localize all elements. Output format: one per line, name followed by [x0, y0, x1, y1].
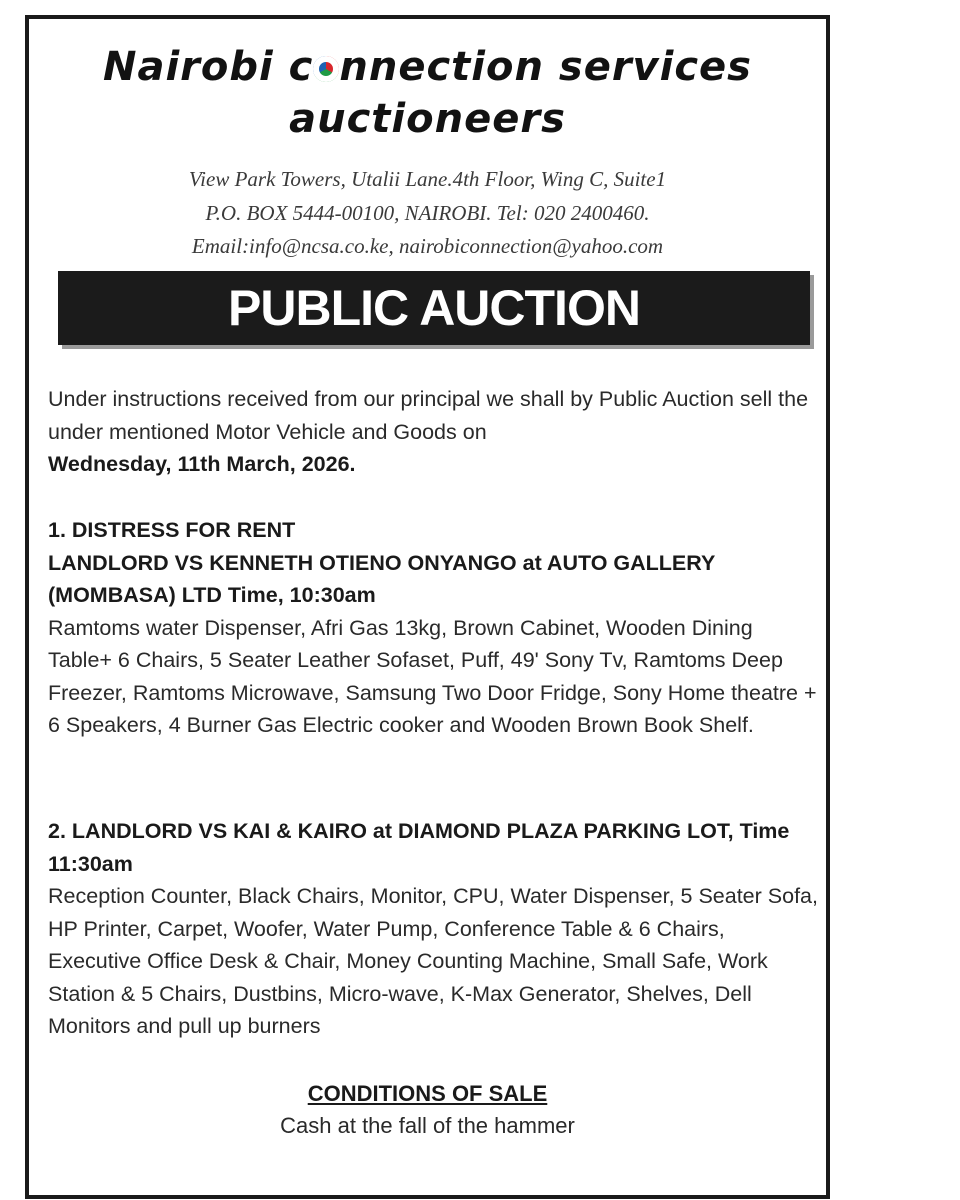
lot-1-heading-line2: LANDLORD VS KENNETH OTIENO ONYANGO at AUTO GALLERY (MOMBASA) LTD Time, 10:30am [48, 550, 715, 607]
lot-2-heading: 2. LANDLORD VS KAI & KAIRO at DIAMOND PLAZA PARKING LOT, Time 11:30am [48, 819, 790, 876]
company-name-part1: Nairobi c [103, 44, 314, 90]
conditions-title: CONDITIONS OF SALE [307, 1081, 548, 1106]
conditions-text: Cash at the fall of the hammer [280, 1113, 575, 1138]
lot-2-items: Reception Counter, Black Chairs, Monitor, CPU, Water Dispenser, 5 Seater Sofa, HP Printer, Carpet, Woofer, Water Pump, Conference Table & 6 Chairs, Executive Office Desk & Chair, Money Counting Machine, Small Safe, Work Station & 5 Chairs, Dustbins, Micro-wave, K-Max Generator, Shelves, Dell Monitors and pull up burners [48, 884, 818, 1038]
address-line-1: View Park Towers, Utalii Lane.4th Floor, Wing C, Suite1 [188, 167, 667, 191]
logo-ring-icon [313, 56, 339, 82]
auction-notice [25, 15, 830, 1199]
address-line-2: P.O. BOX 5444-00100, NAIROBI. Tel: 020 2400460. [205, 201, 650, 225]
company-name-part2: nnection services [339, 44, 752, 90]
intro-text: Under instructions received from our principal we shall by Public Auction sell the under mentioned Motor Vehicle and Goods on [48, 387, 809, 444]
public-auction-banner: PUBLIC AUCTION [58, 271, 810, 345]
auction-date: Wednesday, 11th March, 2026. [48, 452, 356, 476]
company-name-line1 [29, 43, 826, 91]
lot-1 [48, 514, 818, 742]
lot-1-items: Ramtoms water Dispenser, Afri Gas 13kg, Brown Cabinet, Wooden Dining Table+ 6 Chairs, 5 Seater Leather Sofaset, Puff, 49' Sony Tv, Ramtoms Deep Freezer, Ramtoms Microwave, Samsung Two Door Fridge, Sony Home theatre + 6 Speakers, 4 Burner Gas Electric cooker and Wooden Brown Book Shelf. [48, 615, 817, 737]
email-line: Email:info@ncsa.co.ke, nairobiconnection@yahoo.com [191, 234, 664, 258]
lot-2 [48, 815, 818, 1043]
company-name-line2: auctioneers [289, 96, 566, 142]
lot-1-heading-line1: 1. DISTRESS FOR RENT [48, 518, 296, 542]
intro-paragraph [48, 383, 818, 481]
